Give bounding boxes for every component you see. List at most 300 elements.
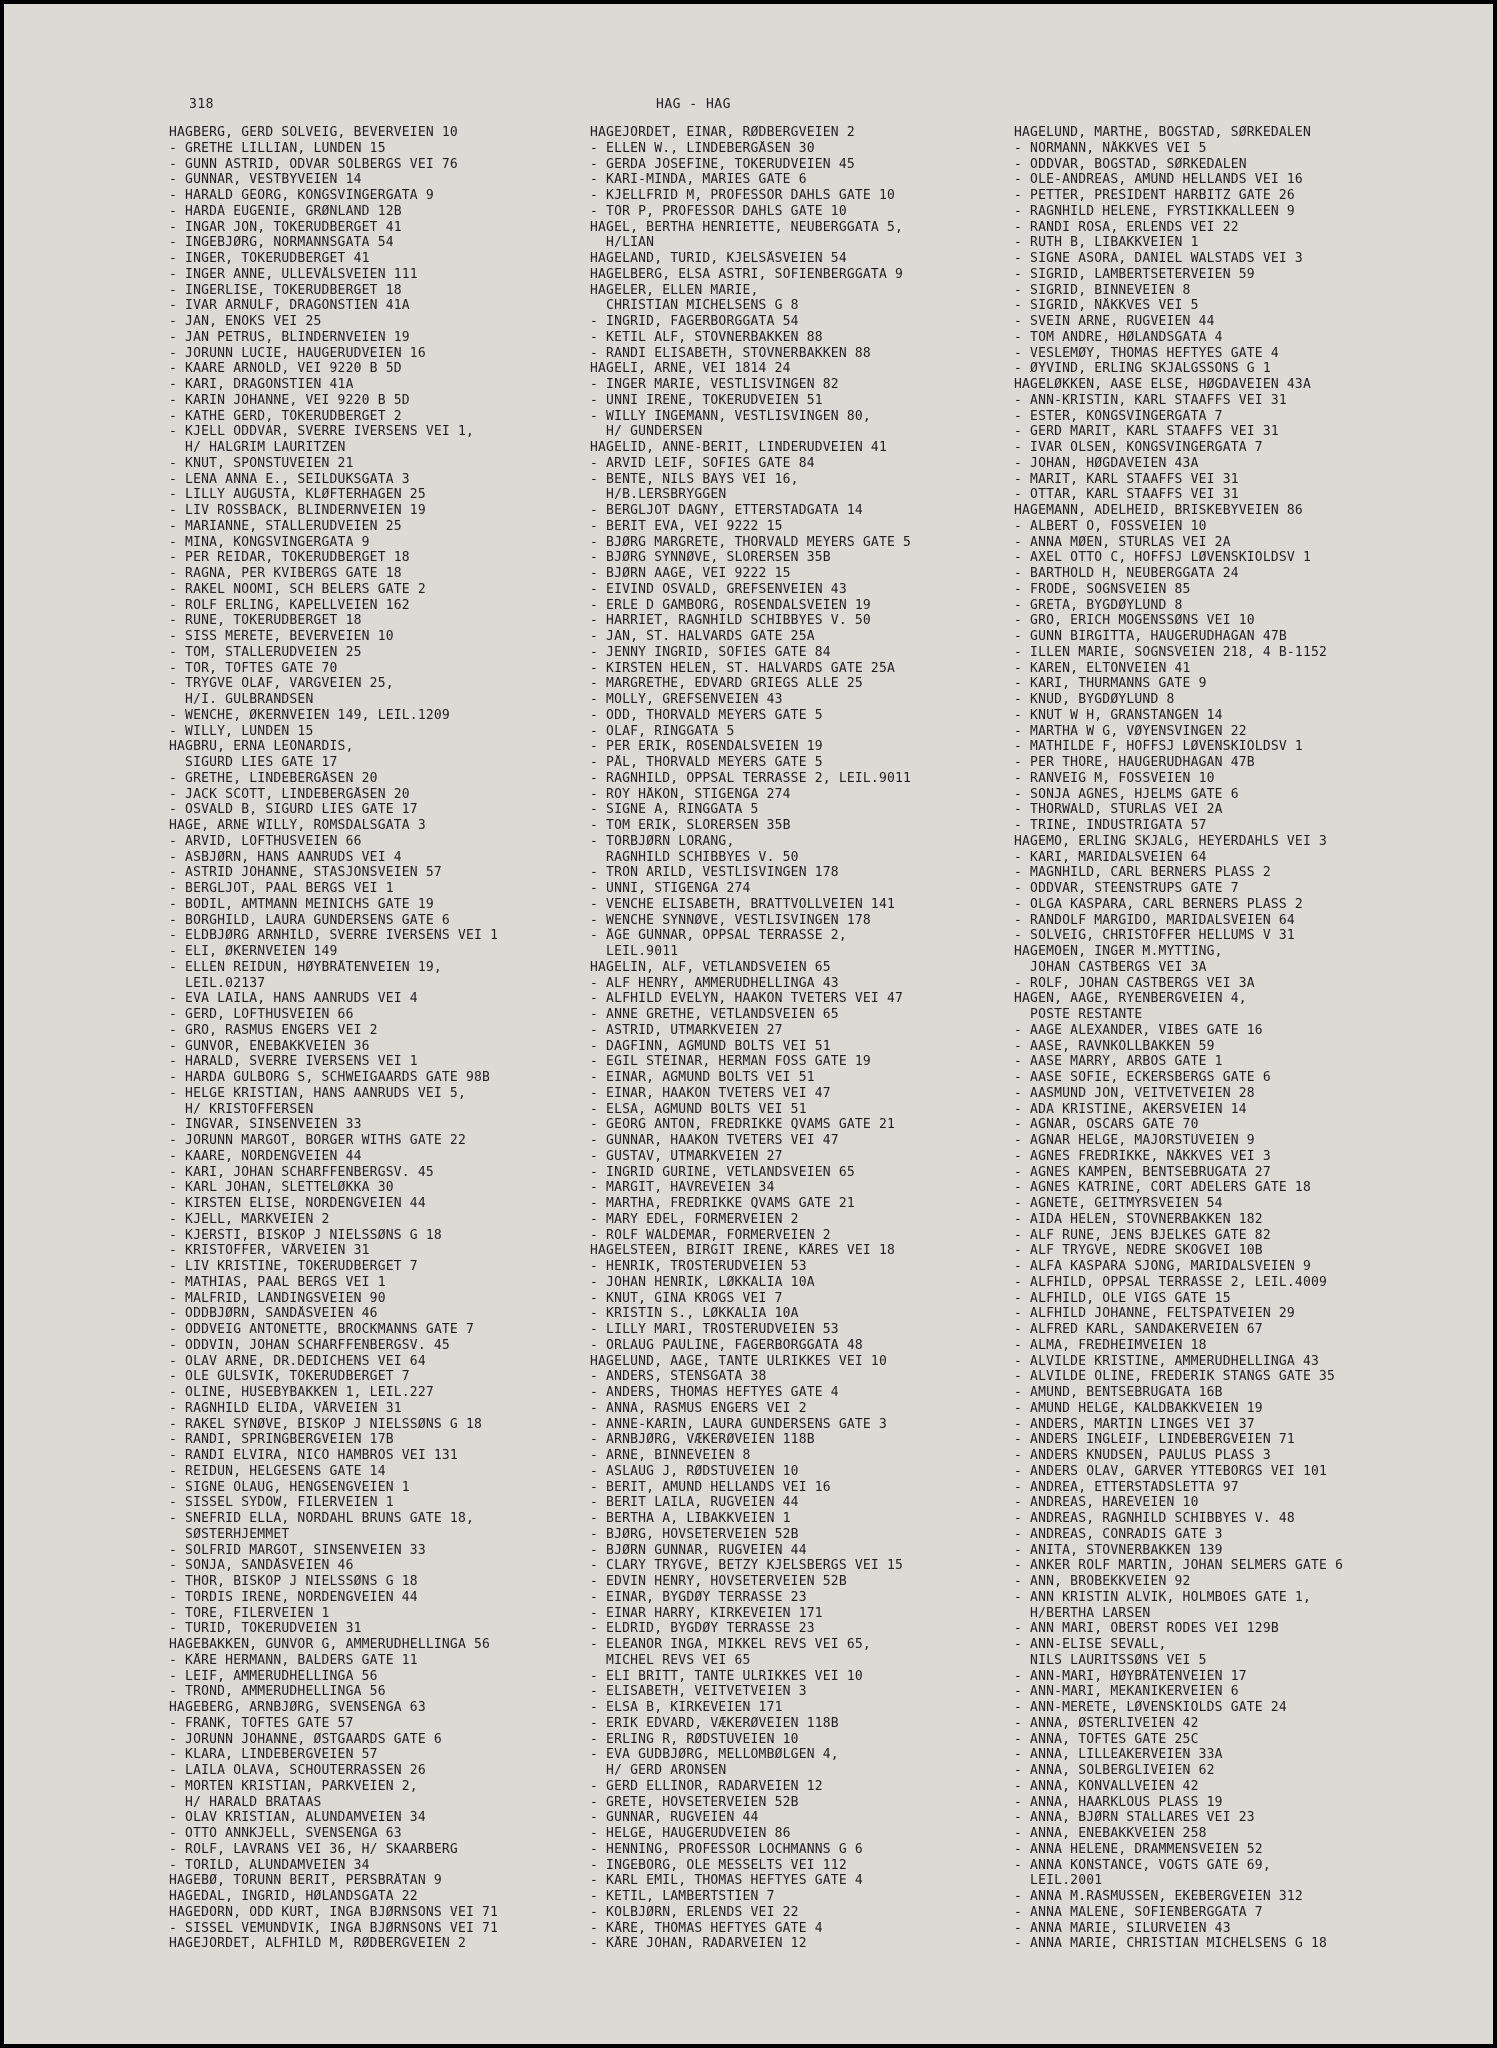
listing-line: - TOM ANDRE, HØLANDSGATA 4 [1014, 329, 1223, 345]
listing-line: - FRODE, SOGNSVEIEN 85 [1014, 581, 1191, 597]
listing-line: HAGEBERG, ARNBJØRG, SVENSENGA 63 [169, 1700, 426, 1715]
listing-line: - ANNA, SOLBERGLIVEIEN 62 [1014, 1763, 1215, 1778]
listing-line: - RAKEL SYNØVE, BISKOP J NIELSSØNS G 18 [169, 1416, 483, 1432]
listing-line: - LILLY MARI, TROSTERUDVEIEN 53 [590, 1322, 839, 1337]
listing-line: - OLE GULSVIK, TOKERUDBERGET 7 [169, 1369, 410, 1385]
listing-line: - HARALD GEORG, KONGSVINGERGATA 9 [169, 188, 434, 203]
listing-line: - LIV KRISTINE, TOKERUDBERGET 7 [169, 1259, 418, 1274]
listing-line: - KJELL ODDVAR, SVERRE IVERSENS VEI 1, [169, 424, 475, 440]
listing-line: - OSVALD B, SIGURD LIES GATE 17 [169, 802, 418, 818]
listing-line: - GRETA, BYGDØYLUND 8 [1014, 597, 1183, 613]
listing-line: H/BERTHA LARSEN [1014, 1605, 1151, 1621]
listing-line: - PER THORE, HAUGERUDHAGAN 47B [1014, 755, 1255, 770]
listing-line: - ASLAUG J, RØDSTUVEIEN 10 [590, 1463, 799, 1479]
listing-line: - OLINE, HUSEBYBAKKEN 1, LEIL.227 [169, 1385, 434, 1400]
listing-line: - ANDERS INGLEIF, LINDEBERGVEIEN 71 [1014, 1432, 1295, 1448]
listing-line: - BJØRG SYNNØVE, SLORERSEN 35B [590, 550, 831, 566]
listing-line: - NORMANN, NÅKKVES VEI 5 [1014, 140, 1207, 156]
listing-line: - BERIT LAILA, RUGVEIEN 44 [590, 1495, 799, 1511]
listing-line: - JORUNN MARGOT, BORGER WITHS GATE 22 [169, 1133, 466, 1148]
listing-line: SIGURD LIES GATE 17 [169, 755, 338, 770]
listing-line: - ANNA, BJØRN STALLARES VEI 23 [1014, 1810, 1255, 1826]
column-left [169, 125, 609, 1952]
listing-line: - ANN-MARI, MEKANIKERVEIEN 6 [1014, 1684, 1239, 1700]
listing-line: - KETIL ALF, STOVNERBAKKEN 88 [590, 329, 823, 345]
listing-line: - ODDVAR, STEENSTRUPS GATE 7 [1014, 881, 1239, 896]
listing-line: HAGEN, AAGE, RYENBERGVEIEN 4, [1014, 991, 1247, 1007]
listing-line: - RUNE, TOKERUDBERGET 18 [169, 613, 362, 629]
listing-line: - HARDA GULBORG S, SCHWEIGAARDS GATE 98B [169, 1070, 491, 1085]
listing-line: - UNNI, STIGENGA 274 [590, 881, 751, 896]
listing-line: - IVAR ARNULF, DRAGONSTIEN 41A [169, 298, 410, 314]
listing-line: - MARY EDEL, FORMERVEIEN 2 [590, 1211, 799, 1227]
listing-line: H/B.LERSBRYGGEN [590, 487, 727, 503]
listing-line: - MARTHA W G, VØYENSVINGEN 22 [1014, 723, 1247, 739]
listing-line: - AGNETE, GEITMYRSVEIEN 54 [1014, 1196, 1223, 1211]
listing-line: POSTE RESTANTE [1014, 1007, 1143, 1022]
listing-line: HAGEBAKKEN, GUNVOR G, AMMERUDHELLINGA 56 [169, 1637, 491, 1652]
listing-line: - MINA, KONGSVINGERGATA 9 [169, 534, 370, 550]
listing-line: - ELLEN W., LINDEBERGÅSEN 30 [590, 140, 815, 156]
listing-line: - ELEANOR INGA, MIKKEL REVS VEI 65, [590, 1637, 871, 1652]
listing-line: - ANN-MERETE, LØVENSKIOLDS GATE 24 [1014, 1700, 1287, 1715]
listing-line: - SIGRID, LAMBERTSETERVEIEN 59 [1014, 266, 1255, 282]
listing-line: - ELSA B, KIRKEVEIEN 171 [590, 1700, 783, 1715]
listing-line: - ALFHILD JOHANNE, FELTSPATVEIEN 29 [1014, 1306, 1295, 1322]
listing-line: - OLAV KRISTIAN, ALUNDAMVEIEN 34 [169, 1810, 426, 1826]
listing-line: - AASMUND JON, VEITVETVEIEN 28 [1014, 1085, 1255, 1101]
listing-line: - ALF HENRY, AMMERUDHELLINGA 43 [590, 975, 839, 991]
listing-line: - ARVID, LOFTHUSVEIEN 66 [169, 833, 362, 849]
listing-line: - EIVIND OSVALD, GREFSENVEIEN 43 [590, 581, 847, 597]
listing-line: - ANDREAS, HAREVEIEN 10 [1014, 1495, 1199, 1511]
listing-line: - SIGRID, BINNEVEIEN 8 [1014, 282, 1191, 298]
listing-line: - RANDI, SPRINGBERGVEIEN 17B [169, 1432, 394, 1448]
listing-line: HAGELAND, TURID, KJELSÅSVEIEN 54 [590, 251, 847, 266]
listing-line: - KETIL, LAMBERTSTIEN 7 [590, 1889, 775, 1904]
listing-line: LEIL.2001 [1014, 1873, 1103, 1889]
listing-line: - KJELL, MARKVEIEN 2 [169, 1211, 330, 1227]
listing-line: - EINAR, BYGDØY TERRASSE 23 [590, 1589, 807, 1605]
listing-line: - JOHAN, HØGDAVEIEN 43A [1014, 455, 1199, 471]
listing-line: - LENA ANNA E., SEILDUKSGATA 3 [169, 471, 410, 487]
listing-line: - IVAR OLSEN, KONGSVINGERGATA 7 [1014, 440, 1263, 455]
listing-line: - MARIANNE, STALLERUDVEIEN 25 [169, 518, 402, 534]
listing-line: - ERLING R, RØDSTUVEIEN 10 [590, 1731, 799, 1747]
listing-line: - ANN-MARI, HØYBRÅTENVEIEN 17 [1014, 1668, 1247, 1684]
listing-line: - JAN, ENOKS VEI 25 [169, 314, 322, 329]
listing-line: H/ HARALD BRATAAS [169, 1794, 322, 1810]
listing-line: - GERD ELLINOR, RADARVEIEN 12 [590, 1778, 823, 1794]
listing-line: - BJØRN AAGE, VEI 9222 15 [590, 566, 791, 581]
listing-line: - ODD, THORVALD MEYERS GATE 5 [590, 707, 823, 723]
listing-line: - ÅGE GUNNAR, OPPSAL TERRASSE 2, [590, 928, 847, 944]
listing-line: - AMUND HELGE, KALDBAKKVEIEN 19 [1014, 1400, 1263, 1416]
listing-line: - BARTHOLD H, NEUBERGGATA 24 [1014, 566, 1239, 581]
listing-line: - GUNN ASTRID, ODVAR SOLBERGS VEI 76 [169, 156, 458, 172]
listing-line: - GUNNAR, VESTBYVEIEN 14 [169, 172, 362, 188]
listing-line: - RANDI ELVIRA, NICO HAMBROS VEI 131 [169, 1448, 458, 1463]
listing-line: - ANNA M.RASMUSSEN, EKEBERGVEIEN 312 [1014, 1889, 1303, 1904]
listing-line: - JORUNN LUCIE, HAUGERUDVEIEN 16 [169, 345, 426, 361]
listing-line: - AIDA HELEN, STOVNERBAKKEN 182 [1014, 1211, 1263, 1227]
listing-line: - PETTER, PRESIDENT HARBITZ GATE 26 [1014, 188, 1295, 203]
listing-line: - BERGLJOT DAGNY, ETTERSTADGATA 14 [590, 503, 863, 518]
listing-line: - GRETE, HOVSETERVEIEN 52B [590, 1794, 799, 1810]
listing-line: - ILLEN MARIE, SOGNSVEIEN 218, 4 B-1152 [1014, 644, 1328, 660]
listing-line: - ARNE, BINNEVEIEN 8 [590, 1448, 751, 1463]
listing-line: - JENNY INGRID, SOFIES GATE 84 [590, 644, 831, 660]
listing-line: - HELGE, HAUGERUDVEIEN 86 [590, 1826, 791, 1841]
listing-line: - ARNBJØRG, VÆKERØVEIEN 118B [590, 1432, 815, 1448]
listing-line: - WENCHE, ØKERNVEIEN 149, LEIL.1209 [169, 707, 450, 723]
listing-line: - ANDREA, ETTERSTADSLETTA 97 [1014, 1479, 1239, 1495]
listing-line: - SISSEL SYDOW, FILERVEIEN 1 [169, 1495, 394, 1511]
listing-line: - HARRIET, RAGNHILD SCHIBBYES V. 50 [590, 613, 871, 629]
listing-line: - OLE-ANDREAS, AMUND HELLANDS VEI 16 [1014, 172, 1303, 188]
listing-line: HAGELUND, AAGE, TANTE ULRIKKES VEI 10 [590, 1353, 887, 1369]
listing-line: - AMUND, BENTSEBRUGATA 16B [1014, 1385, 1223, 1400]
listing-line: - REIDUN, HELGESENS GATE 14 [169, 1463, 386, 1479]
listing-line: - MAGNHILD, CARL BERNERS PLASS 2 [1014, 865, 1271, 881]
listing-line: - EINAR HARRY, KIRKEVEIEN 171 [590, 1605, 823, 1621]
listing-line: - TRINE, INDUSTRIGATA 57 [1014, 818, 1207, 833]
listing-line: - SNEFRID ELLA, NORDAHL BRUNS GATE 18, [169, 1511, 475, 1526]
listing-line: - TURID, TOKERUDVEIEN 31 [169, 1621, 362, 1637]
listing-line: - ANNA, RASMUS ENGERS VEI 2 [590, 1400, 807, 1416]
listing-line: - KAARE, NORDENGVEIEN 44 [169, 1148, 362, 1164]
listing-line: - KNUT W H, GRANSTANGEN 14 [1014, 707, 1223, 723]
listing-line: - GUNN BIRGITTA, HAUGERUDHAGAN 47B [1014, 629, 1287, 644]
listing-line: - ALF RUNE, JENS BJELKES GATE 82 [1014, 1227, 1271, 1243]
listing-line: - HELGE KRISTIAN, HANS AANRUDS VEI 5, [169, 1085, 466, 1101]
listing-line: HAGEMO, ERLING SKJALG, HEYERDAHLS VEI 3 [1014, 833, 1328, 849]
listing-line: - SIGRID, NÅKKVES VEI 5 [1014, 298, 1199, 314]
listing-line: - ANDREAS, CONRADIS GATE 3 [1014, 1526, 1223, 1542]
listing-line: - EVA GUDBJØRG, MELLOMBØLGEN 4, [590, 1747, 839, 1763]
listing-line: - AGNAR, OSCARS GATE 70 [1014, 1117, 1199, 1133]
listing-line: - KOLBJØRN, ERLENDS VEI 22 [590, 1904, 799, 1920]
listing-line: - KATHE GERD, TOKERUDBERGET 2 [169, 408, 402, 424]
listing-line: - TORILD, ALUNDAMVEIEN 34 [169, 1857, 370, 1873]
listing-line: - KARI, THURMANNS GATE 9 [1014, 676, 1207, 692]
listing-line: - KLARA, LINDEBERGVEIEN 57 [169, 1747, 378, 1763]
listing-line: - RAGNA, PER KVIBERGS GATE 18 [169, 566, 402, 581]
listing-line: - KÅRE JOHAN, RADARVEIEN 12 [590, 1936, 807, 1952]
listing-line: - THOR, BISKOP J NIELSSØNS G 18 [169, 1574, 418, 1589]
listing-line: - BENTE, NILS BAYS VEI 16, [590, 471, 799, 487]
listing-line: CHRISTIAN MICHELSENS G 8 [590, 298, 799, 314]
listing-line: - ALVILDE KRISTINE, AMMERUDHELLINGA 43 [1014, 1353, 1320, 1369]
listing-line: - ANNE GRETHE, VETLANDSVEIEN 65 [590, 1007, 839, 1022]
listing-line: HAGBRU, ERNA LEONARDIS, [169, 739, 354, 755]
listing-line: - ALFRED KARL, SANDAKERVEIEN 67 [1014, 1322, 1263, 1337]
listing-line: - OTTO ANNKJELL, SVENSENGA 63 [169, 1826, 402, 1841]
listing-line: - ODDVEIG ANTONETTE, BROCKMANNS GATE 7 [169, 1322, 475, 1337]
listing-line: - TRON ARILD, VESTLISVINGEN 178 [590, 865, 839, 881]
listing-line: - SONJA AGNES, HJELMS GATE 6 [1014, 786, 1239, 802]
listing-line: - ROLF WALDEMAR, FORMERVEIEN 2 [590, 1227, 831, 1243]
listing-line: - TORDIS IRENE, NORDENGVEIEN 44 [169, 1589, 418, 1605]
listing-line: HAGELUND, MARTHE, BOGSTAD, SØRKEDALEN [1014, 125, 1311, 140]
listing-line: - ALFHILD, OPPSAL TERRASSE 2, LEIL.4009 [1014, 1274, 1328, 1290]
listing-line: - ROLF, JOHAN CASTBERGS VEI 3A [1014, 975, 1255, 991]
listing-line: HAGEDAL, INGRID, HØLANDSGATA 22 [169, 1889, 418, 1904]
listing-line: - GUNNAR, RUGVEIEN 44 [590, 1810, 759, 1826]
listing-line: - ANNA, KONVALLVEIEN 42 [1014, 1778, 1199, 1794]
listing-line: - DAGFINN, AGMUND BOLTS VEI 51 [590, 1038, 831, 1054]
listing-line: - ROLF, LAVRANS VEI 36, H/ SKAARBERG [169, 1841, 458, 1857]
listing-line: - TOM ERIK, SLORERSEN 35B [590, 818, 791, 833]
listing-line: - ERLE D GAMBORG, ROSENDALSVEIEN 19 [590, 597, 871, 613]
listing-line: - KJERSTI, BISKOP J NIELSSØNS G 18 [169, 1227, 442, 1243]
listing-line: - GERD MARIT, KARL STAAFFS VEI 31 [1014, 424, 1279, 440]
listing-line: H/ GUNDERSEN [590, 424, 703, 440]
listing-line: - ARVID LEIF, SOFIES GATE 84 [590, 455, 815, 471]
listing-line: - ELSA, AGMUND BOLTS VEI 51 [590, 1101, 807, 1117]
listing-line: - EINAR, HAAKON TVETERS VEI 47 [590, 1085, 831, 1101]
listing-line: MICHEL REVS VEI 65 [590, 1652, 751, 1668]
listing-line: - ANDREAS, RAGNHILD SCHIBBYES V. 48 [1014, 1511, 1295, 1526]
page-number: 318 [189, 97, 214, 112]
listing-line: JOHAN CASTBERGS VEI 3A [1014, 959, 1207, 975]
listing-line: - RAGNHILD, OPPSAL TERRASSE 2, LEIL.9011 [590, 770, 912, 786]
listing-line: - ELDBJØRG ARNHILD, SVERRE IVERSENS VEI 1 [169, 928, 499, 944]
listing-line: - SONJA, SANDÅSVEIEN 46 [169, 1558, 354, 1574]
listing-line: - JAN, ST. HALVARDS GATE 25A [590, 629, 815, 644]
listing-line: - MORTEN KRISTIAN, PARKVEIEN 2, [169, 1778, 418, 1794]
listing-line: - INGER, TOKERUDBERGET 41 [169, 251, 370, 266]
listing-line: - TOR P, PROFESSOR DAHLS GATE 10 [590, 203, 847, 219]
listing-line: - ANNA HELENE, DRAMMENSVEIEN 52 [1014, 1841, 1263, 1857]
listing-line: - AASE MARRY, ARBOS GATE 1 [1014, 1054, 1223, 1070]
listing-line: - ORLAUG PAULINE, FAGERBORGGATA 48 [590, 1337, 863, 1353]
listing-line: - MATHIAS, PAAL BERGS VEI 1 [169, 1274, 386, 1290]
listing-line: - KIRSTEN ELISE, NORDENGVEIEN 44 [169, 1196, 426, 1211]
listing-line: - ODDBJØRN, SANDÅSVEIEN 46 [169, 1306, 378, 1322]
listing-line: - FRANK, TOFTES GATE 57 [169, 1715, 354, 1731]
listing-line: - OLAV ARNE, DR.DEDICHENS VEI 64 [169, 1353, 426, 1369]
listing-line: - HENNING, PROFESSOR LOCHMANNS G 6 [590, 1841, 863, 1857]
listing-line: - JOHAN HENRIK, LØKKALIA 10A [590, 1274, 815, 1290]
listing-line: - MARGRETHE, EDVARD GRIEGS ALLE 25 [590, 676, 863, 692]
listing-line: - KRISTIN S., LØKKALIA 10A [590, 1306, 799, 1322]
listing-line: - BERIT, AMUND HELLANDS VEI 16 [590, 1479, 831, 1495]
listing-line: - SOLVEIG, CHRISTOFFER HELLUMS V 31 [1014, 928, 1295, 944]
listing-line: H/ KRISTOFFERSEN [169, 1101, 314, 1117]
listing-line: - KÅRE, THOMAS HEFTYES GATE 4 [590, 1920, 823, 1936]
listing-line: - INGER MARIE, VESTLISVINGEN 82 [590, 377, 839, 392]
listing-line: - LEIF, AMMERUDHELLINGA 56 [169, 1668, 378, 1684]
listing-line: - BERGLJOT, PAAL BERGS VEI 1 [169, 881, 394, 896]
listing-line: - BERTHA A, LIBAKKVEIEN 1 [590, 1511, 791, 1526]
listing-line: - EDVIN HENRY, HOVSETERVEIEN 52B [590, 1574, 847, 1589]
listing-line: - AGNES KAMPEN, BENTSEBRUGATA 27 [1014, 1164, 1271, 1180]
listing-line: - MATHILDE F, HOFFSJ LØVENSKIOLDSV 1 [1014, 739, 1303, 755]
listing-line: - OLGA KASPARA, CARL BERNERS PLASS 2 [1014, 896, 1303, 912]
listing-line: - MOLLY, GREFSENVEIEN 43 [590, 692, 783, 707]
listing-line: - HARDA EUGENIE, GRØNLAND 12B [169, 203, 402, 219]
listing-line: - SIGNE ASORA, DANIEL WALSTADS VEI 3 [1014, 251, 1303, 266]
listing-line: - INGRID GURINE, VETLANDSVEIEN 65 [590, 1164, 855, 1180]
listing-line: - GERDA JOSEFINE, TOKERUDVEIEN 45 [590, 156, 855, 172]
listing-line: - PER ERIK, ROSENDALSVEIEN 19 [590, 739, 823, 755]
listing-line: - ELDRID, BYGDØY TERRASSE 23 [590, 1621, 815, 1637]
running-title: HAG - HAG [656, 97, 731, 112]
listing-line: - INGRID, FAGERBORGGATA 54 [590, 314, 799, 329]
listing-line: - AXEL OTTO C, HOFFSJ LØVENSKIOLDSV 1 [1014, 550, 1311, 566]
listing-line: - THORWALD, STURLAS VEI 2A [1014, 802, 1223, 818]
listing-line: - SIGNE OLAUG, HENGSENGVEIEN 1 [169, 1479, 410, 1495]
listing-line: - AAGE ALEXANDER, VIBES GATE 16 [1014, 1022, 1263, 1038]
listing-line: - ERIK EDVARD, VÆKERØVEIEN 118B [590, 1715, 839, 1731]
listing-line: - GUNNAR, HAAKON TVETERS VEI 47 [590, 1133, 839, 1148]
listing-line: - ELLEN REIDUN, HØYBRÅTENVEIEN 19, [169, 959, 442, 975]
listing-line: - SISSEL VEMUNDVIK, INGA BJØRNSONS VEI 71 [169, 1920, 499, 1936]
listing-line: - ANNA, LILLEAKERVEIEN 33A [1014, 1747, 1223, 1763]
listing-line: - KARI, MARIDALSVEIEN 64 [1014, 849, 1207, 865]
listing-line: - KÅRE HERMANN, BALDERS GATE 11 [169, 1652, 418, 1668]
listing-line: - GRETHE, LINDEBERGÅSEN 20 [169, 770, 378, 786]
listing-line: - MARGIT, HAVREVEIEN 34 [590, 1180, 775, 1196]
listing-line: - LILLY AUGUSTA, KLØFTERHAGEN 25 [169, 487, 426, 503]
listing-line: - BJØRN GUNNAR, RUGVEIEN 44 [590, 1542, 807, 1558]
listing-line: HAGEBØ, TORUNN BERIT, PERSBRÅTAN 9 [169, 1873, 442, 1889]
listing-line: - AGNES FREDRIKKE, NÅKKVES VEI 3 [1014, 1148, 1271, 1164]
listing-line: - ANKER ROLF MARTIN, JOHAN SELMERS GATE 6 [1014, 1558, 1344, 1574]
listing-line: - ANDERS, THOMAS HEFTYES GATE 4 [590, 1385, 839, 1400]
listing-line: - LIV ROSSBACK, BLINDERNVEIEN 19 [169, 503, 426, 518]
listing-line: HAGEMOEN, INGER M.MYTTING, [1014, 944, 1223, 959]
listing-line: - ANN-ELISE SEVALL, [1014, 1637, 1167, 1652]
listing-line: - ANNE-KARIN, LAURA GUNDERSENS GATE 3 [590, 1416, 887, 1432]
listing-line: - ANN-KRISTIN, KARL STAAFFS VEI 31 [1014, 392, 1287, 408]
listing-line: - ALF TRYGVE, NEDRE SKOGVEI 10B [1014, 1243, 1263, 1259]
listing-line: - ØYVIND, ERLING SKJALGSSONS G 1 [1014, 361, 1271, 377]
listing-line: - GUSTAV, UTMARKVEIEN 27 [590, 1148, 783, 1164]
listing-line: - ALFHILD EVELYN, HAAKON TVETERS VEI 47 [590, 991, 904, 1007]
listing-line: - VENCHE ELISABETH, BRATTVOLLVEIEN 141 [590, 896, 896, 912]
listing-line: - ANNA MARIE, SILURVEIEN 43 [1014, 1920, 1231, 1936]
listing-line: - ELI BRITT, TANTE ULRIKKES VEI 10 [590, 1668, 863, 1684]
listing-line: - ANNA MØEN, STURLAS VEI 2A [1014, 534, 1231, 550]
listing-line: - ANNA, HAARKLOUS PLASS 19 [1014, 1794, 1223, 1810]
listing-line: - ANNA MALENE, SOFIENBERGGATA 7 [1014, 1904, 1263, 1920]
listing-line: - MALFRID, LANDINGSVEIEN 90 [169, 1290, 386, 1306]
listing-line: - ANNA, ØSTERLIVEIEN 42 [1014, 1715, 1199, 1731]
listing-line: - BJØRG, HOVSETERVEIEN 52B [590, 1526, 799, 1542]
listing-line: - WILLY INGEMANN, VESTLISVINGEN 80, [590, 408, 871, 424]
listing-line: - TRYGVE OLAF, VARGVEIEN 25, [169, 676, 394, 692]
listing-line: - ALFHILD, OLE VIGS GATE 15 [1014, 1290, 1231, 1306]
listing-line: - RAGNHILD HELENE, FYRSTIKKALLEEN 9 [1014, 203, 1295, 219]
listing-line: - INGER ANNE, ULLEVÅLSVEIEN 111 [169, 266, 418, 282]
listing-line: - ANNA MARIE, CHRISTIAN MICHELSENS G 18 [1014, 1936, 1328, 1952]
listing-line: - HENRIK, TROSTERUDVEIEN 53 [590, 1259, 807, 1274]
listing-line: - ALVILDE OLINE, FREDERIK STANGS GATE 35 [1014, 1369, 1336, 1385]
listing-line: - BODIL, AMTMANN MEINICHS GATE 19 [169, 896, 434, 912]
listing-line: HAGELSTEEN, BIRGIT IRENE, KÅRES VEI 18 [590, 1243, 896, 1259]
listing-line: - RAGNHILD ELIDA, VÅRVEIEN 31 [169, 1400, 402, 1416]
listing-line: - GERD, LOFTHUSVEIEN 66 [169, 1007, 354, 1022]
listing-line: - ANN KRISTIN ALVIK, HOLMBOES GATE 1, [1014, 1589, 1311, 1605]
listing-line: - ALMA, FREDHEIMVEIEN 18 [1014, 1337, 1207, 1353]
listing-line: - ELISABETH, VEITVETVEIEN 3 [590, 1684, 807, 1700]
listing-line: - RANVEIG M, FOSSVEIEN 10 [1014, 770, 1215, 786]
listing-line: - INGVAR, SINSENVEIEN 33 [169, 1117, 362, 1133]
listing-line: - KARI, DRAGONSTIEN 41A [169, 377, 354, 392]
listing-line: - ELI, ØKERNVEIEN 149 [169, 944, 338, 959]
listing-line: - EGIL STEINAR, HERMAN FOSS GATE 19 [590, 1054, 871, 1070]
listing-line: - AASE, RAVNKOLLBAKKEN 59 [1014, 1038, 1215, 1054]
listing-line: - INGEBORG, OLE MESSELTS VEI 112 [590, 1857, 847, 1873]
listing-line: HAGBERG, GERD SOLVEIG, BEVERVEIEN 10 [169, 125, 458, 140]
column-middle [590, 125, 1030, 1952]
listing-line: - ANITA, STOVNERBAKKEN 139 [1014, 1542, 1223, 1558]
listing-line: - PÅL, THORVALD MEYERS GATE 5 [590, 755, 823, 770]
listing-line: - ODDVAR, BOGSTAD, SØRKEDALEN [1014, 156, 1247, 172]
listing-line: HAGE, ARNE WILLY, ROMSDALSGATA 3 [169, 818, 426, 833]
listing-line: - ANDERS KNUDSEN, PAULUS PLASS 3 [1014, 1448, 1271, 1463]
listing-line: - KJELLFRID M, PROFESSOR DAHLS GATE 10 [590, 188, 896, 203]
listing-line: HAGELI, ARNE, VEI 1814 24 [590, 361, 791, 377]
listing-line: - KARI-MINDA, MARIES GATE 6 [590, 172, 807, 188]
listing-line: - GUNVOR, ENEBAKKVEIEN 36 [169, 1038, 370, 1054]
listing-line: H/ GERD ARONSEN [590, 1763, 727, 1778]
listing-line: - HARALD, SVERRE IVERSENS VEI 1 [169, 1054, 418, 1070]
listing-line: - RANDOLF MARGIDO, MARIDALSVEIEN 64 [1014, 912, 1295, 928]
listing-line: - MARIT, KARL STAAFFS VEI 31 [1014, 471, 1239, 487]
listing-line: - OLAF, RINGGATA 5 [590, 723, 735, 739]
listing-line: - ASBJØRN, HANS AANRUDS VEI 4 [169, 849, 402, 865]
listing-line: - KAREN, ELTONVEIEN 41 [1014, 660, 1191, 676]
listing-line: - BJØRG MARGRETE, THORVALD MEYERS GATE 5 [590, 534, 912, 550]
listing-line: - ANDERS, STENSGATA 38 [590, 1369, 767, 1385]
listing-line: - RANDI ELISABETH, STOVNERBAKKEN 88 [590, 345, 871, 361]
listing-line: - TORBJØRN LORANG, [590, 833, 735, 849]
listing-line: - LAILA OLAVA, SCHOUTERRASSEN 26 [169, 1763, 426, 1778]
listing-line: - WENCHE SYNNØVE, VESTLISVINGEN 178 [590, 912, 871, 928]
listing-line: HAGEJORDET, ALFHILD M, RØDBERGVEIEN 2 [169, 1936, 466, 1952]
listing-line: - KARL EMIL, THOMAS HEFTYES GATE 4 [590, 1873, 863, 1889]
listing-line: - ADA KRISTINE, AKERSVEIEN 14 [1014, 1101, 1247, 1117]
listing-line: - ALBERT O, FOSSVEIEN 10 [1014, 518, 1207, 534]
listing-line: - GRO, ERICH MOGENSSØNS VEI 10 [1014, 613, 1255, 629]
listing-line: - OTTAR, KARL STAAFFS VEI 31 [1014, 487, 1239, 503]
listing-line: - ROY HÅKON, STIGENGA 274 [590, 786, 791, 802]
listing-line: SØSTERHJEMMET [169, 1526, 290, 1542]
listing-line: - UNNI IRENE, TOKERUDVEIEN 51 [590, 392, 823, 408]
listing-line: - ANDERS, MARTIN LINGES VEI 37 [1014, 1416, 1255, 1432]
listing-line: - ANN MARI, OBERST RODES VEI 129B [1014, 1621, 1279, 1637]
listing-line: - AASE SOFIE, ECKERSBERGS GATE 6 [1014, 1070, 1271, 1085]
listing-line: - ODDVIN, JOHAN SCHARFFENBERGSV. 45 [169, 1337, 450, 1353]
listing-line: - JAN PETRUS, BLINDERNVEIEN 19 [169, 329, 410, 345]
listing-line: - KARI, JOHAN SCHARFFENBERGSV. 45 [169, 1164, 434, 1180]
listing-line: - INGAR JON, TOKERUDBERGET 41 [169, 219, 402, 235]
listing-line: - ASTRID JOHANNE, STASJONSVEIEN 57 [169, 865, 442, 881]
listing-line: H/ HALGRIM LAURITZEN [169, 440, 346, 455]
listing-line: - VESLEMØY, THOMAS HEFTYES GATE 4 [1014, 345, 1279, 361]
listing-line: H/LIAN [590, 235, 655, 251]
listing-line: - ANNA, ENEBAKKVEIEN 258 [1014, 1826, 1207, 1841]
listing-line: HAGEJORDET, EINAR, RØDBERGVEIEN 2 [590, 125, 855, 140]
listing-line: - AGNES KATRINE, CORT ADELERS GATE 18 [1014, 1180, 1311, 1196]
listing-line: - AGNAR HELGE, MAJORSTUVEIEN 9 [1014, 1133, 1255, 1148]
listing-line: - SIGNE A, RINGGATA 5 [590, 802, 759, 818]
listing-line: - JACK SCOTT, LINDEBERGÅSEN 20 [169, 786, 410, 802]
listing-line: - KIRSTEN HELEN, ST. HALVARDS GATE 25A [590, 660, 896, 676]
